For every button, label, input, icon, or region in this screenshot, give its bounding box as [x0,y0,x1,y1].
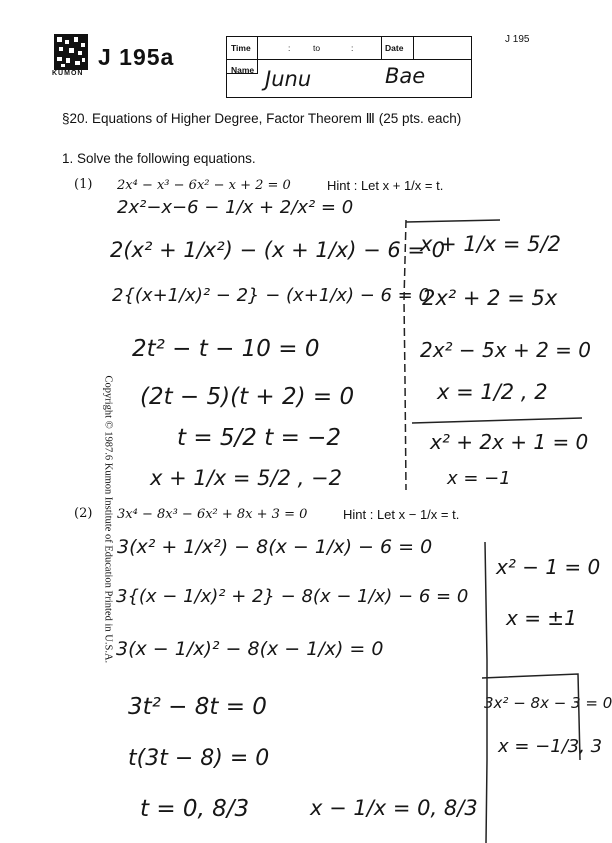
work-line: x + 1/x = 5/2 , −2 [150,466,342,490]
work-line: 2x² − 5x + 2 = 0 [420,338,592,362]
work-line: x = ±1 [506,606,577,630]
student-last-name: Bae [385,64,426,88]
work-line: 2{(x+1/x)² − 2} − (x+1/x) − 6 = 0 [112,285,430,306]
work-line: 3(x² + 1/x²) − 8(x − 1/x) − 6 = 0 [117,536,433,558]
work-line: t(3t − 8) = 0 [128,746,270,771]
time-to-label: to [313,43,321,53]
work-line: 2x² + 2 = 5x [422,286,558,310]
work-line: t = 0, 8/3 [140,796,250,822]
work-line: x − 1/x = 0, 8/3 [310,796,478,820]
work-line: x = −1/3, 3 [498,736,603,757]
problem2-equation: 3x⁴ − 8x³ − 6x² + 8x + 3 = 0 [117,507,308,522]
logo-wordmark: KUMON [52,70,84,77]
work-line: 2t² − t − 10 = 0 [132,336,320,362]
question-title: 1. Solve the following equations. [62,151,256,166]
problem1-number: (1) [74,177,93,192]
work-line: (2t − 5)(t + 2) = 0 [140,384,355,410]
student-first-name: Junu [265,67,312,91]
time-label: Time [231,43,251,53]
work-line: 3t² − 8t = 0 [128,694,267,720]
problem1-equation: 2x⁴ − x³ − 6x² − x + 2 = 0 [117,178,291,193]
date-label: Date [385,43,404,53]
work-line: 3x² − 8x − 3 = 0 [484,694,612,712]
work-line: 3(x − 1/x)² − 8(x − 1/x) = 0 [116,638,384,660]
section-title: §20. Equations of Higher Degree, Factor Theorem Ⅲ (25 pts. each) [62,111,462,126]
problem2-number: (2) [74,506,93,521]
problem2-hint: Hint : Let x − 1/x = t. [343,507,460,522]
name-label: Name [231,65,255,75]
work-line: x² − 1 = 0 [496,555,601,579]
work-line: 2(x² + 1/x²) − (x + 1/x) − 6 = 0 [110,238,446,262]
work-line: x² + 2x + 1 = 0 [430,430,589,454]
sheet-code-small: J 195 [505,34,530,45]
work-line: x = −1 [447,468,511,489]
copyright-notice: Copyright © 1987.6 Kumon Institute of Education Printed in U.S.A. [102,375,114,664]
work-line: 3{(x − 1/x)² + 2} − 8(x − 1/x) − 6 = 0 [116,586,469,607]
work-line: x + 1/x = 5/2 [420,232,561,256]
time-separator: : [351,43,354,53]
work-line: 2x²−x−6 − 1/x + 2/x² = 0 [117,197,354,218]
work-line: t = 5/2 t = −2 [177,425,342,451]
problem1-hint: Hint : Let x + 1/x = t. [327,178,444,193]
work-line: x = 1/2 , 2 [437,380,548,404]
time-separator: : [288,43,291,53]
sheet-code: J 195a [98,44,175,70]
